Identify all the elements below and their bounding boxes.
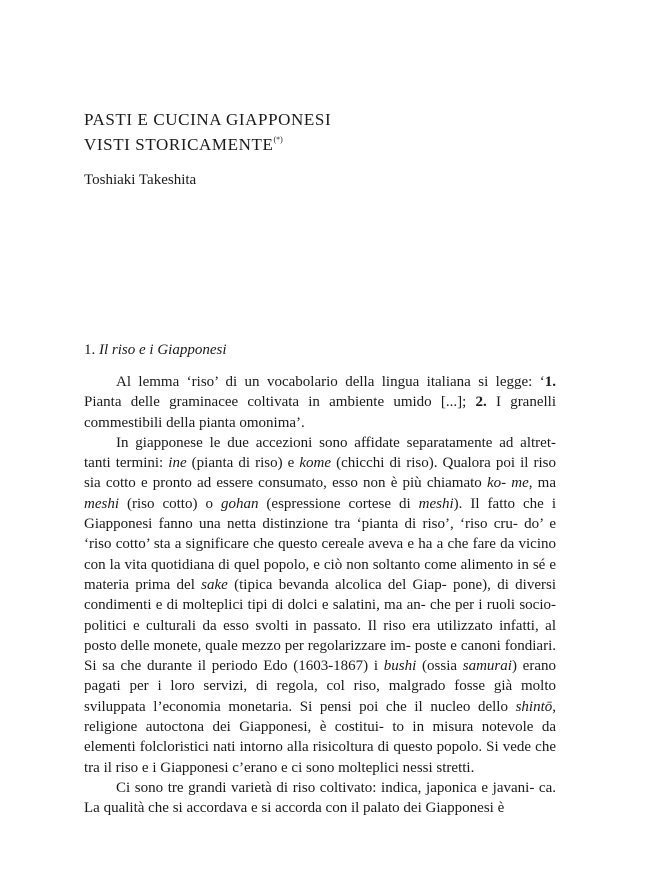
- title-line-2: VISTI STORICAMENTE: [84, 135, 274, 154]
- section-heading: [84, 342, 227, 359]
- section-title: Il riso e i Giapponesi: [99, 342, 227, 358]
- author-name: Toshiaki Takeshita: [84, 172, 197, 188]
- paragraph-1: Al lemma ‘riso’ di un vocabolario della lingua italiana si legge: ‘1. Pianta delle graminacee coltivata in ambiente umido [...]; 2. I granelli commestibili della pianta omonima’.: [84, 374, 557, 431]
- title-footnote-marker: (*): [273, 135, 283, 144]
- paragraph-2: In giapponese le due accezioni sono affidate separatamente ad altret- tanti termini: ine (pianta di riso) e kome (chicchi di riso). Qualora poi il riso sia cotto e pronto ad essere consumato, esso non è più chiamato ko- me, ma meshi (riso cotto) o gohan (espressione cortese di meshi). Il fatto che i Giapponesi fanno una netta distinzione tra ‘pianta di riso’, ‘riso cru- do’ e ‘riso cotto’ sta a significare che questo cereale aveva e ha a che fare da vicino con la vita quotidiana di quel popolo, e ciò non soltanto come alimento in sé e materia prima del sake (tipica bevanda alcolica del Giap- pone), di diversi condimenti e di molteplici tipi di dolci e salatini, ma an- che per i ruoli socio-politici e culturali da esso svolti in passato. Il riso era utilizzato infatti, al posto delle monete, quale mezzo per regolarizzare im- poste e canoni fondiari. Si sa che durante il periodo Edo (1603-1867) i bushi (ossia samurai) erano pagati per i loro servizi, di regola, col riso, malgrado fosse già molto sviluppata l’economia monetaria. Si pensi poi che il nucleo dello shintō, religione autoctona dei Giapponesi, è costitui- to in misura notevole da elementi folcloristici nati intorno alla risicoltura di questo popolo. Si vede che tra il riso e i Giapponesi c’erano e ci sono molteplici nessi stretti.: [84, 434, 557, 776]
- body-text: [84, 372, 556, 819]
- paragraph-3: Ci sono tre grandi varietà di riso coltivato: indica, japonica e javani- ca. La qualità che si accordava e si accorda con il palato dei Giapponesi è: [84, 779, 556, 817]
- title-line-1: PASTI E CUCINA GIAPPONESI: [84, 110, 332, 129]
- article-title: [84, 110, 331, 155]
- section-number: 1.: [84, 342, 96, 358]
